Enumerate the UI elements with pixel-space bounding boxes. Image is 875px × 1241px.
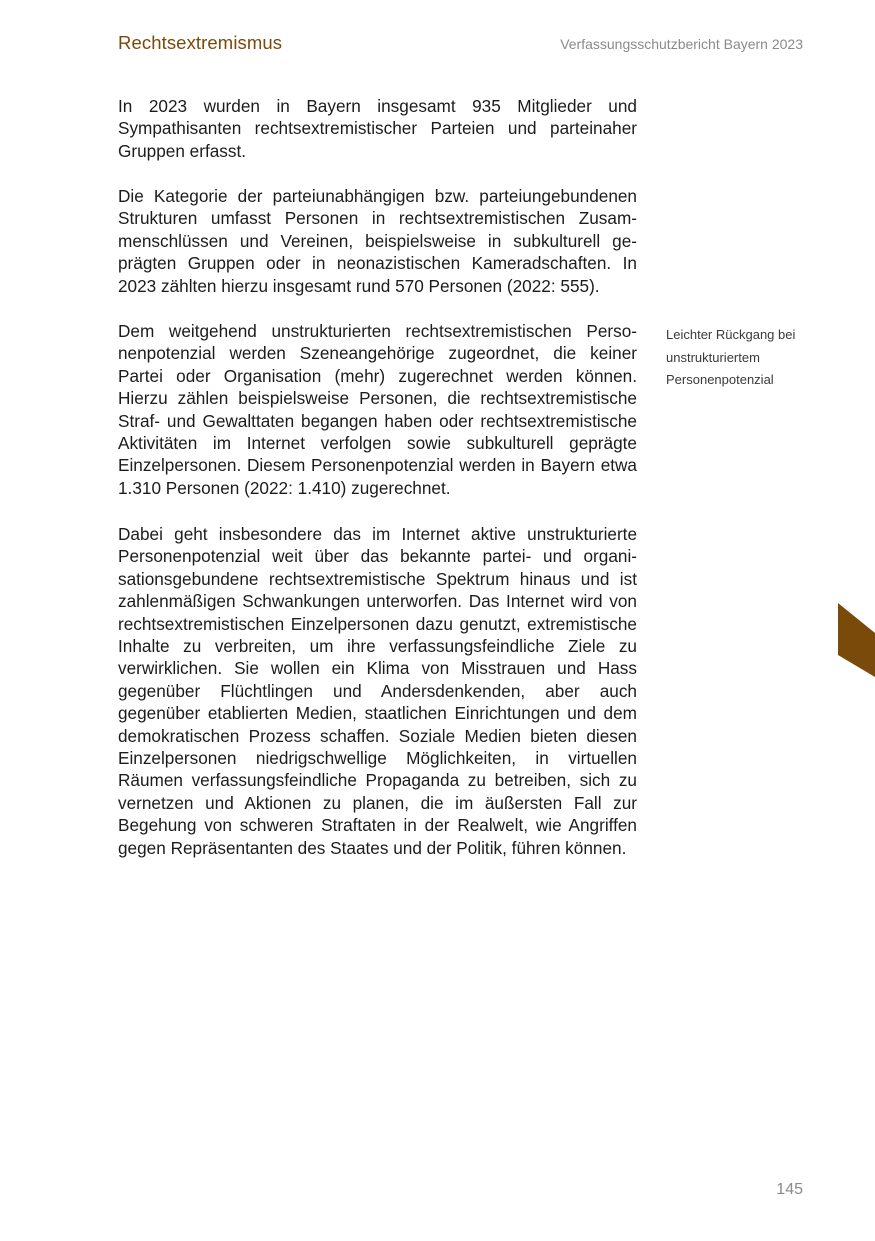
paragraph-4: Dabei geht insbesondere das im Internet aktive unstrukturierte Personenpotenzial weit über das bekannte partei- und organisationsgebundene rechtsextremistische Spektrum hinaus und ist zahlenmäßigen Schwankungen unterworfen. Das Internet wird von rechtsextremistischen Einzelpersonen dazu genutzt, extremistische Inhalte zu verbreiten, um ihre verfassungsfeindliche Ziele zu verwirklichen. Sie wollen ein Klima von Misstrauen und Hass gegenüber Flüchtlingen und Andersdenkenden, aber auch gegenüber etablierten Medien, staatlichen Einrichtungen und dem demokratischen Prozess schaffen. Soziale Medien bieten diesen Einzelpersonen niedrigschwellige Möglichkeiten, in virtuellen Räumen verfassungsfeindliche Propaganda zu betreiben, sich zu vernetzen und Aktionen zu planen, die im äußersten Fall zur Begehung von schweren Straftaten in der Realwelt, wie Angriffen gegen Repräsentanten des Staates und der Politik, führen können. (118, 524, 637, 858)
paragraph-3: Dem weitgehend unstrukturierten rechtsextremistischen Personenpotenzial werden Szeneangehörige zugeordnet, die keiner Partei oder Organisation (mehr) zugerechnet werden können. Hierzu zählen beispielsweise Personen, die rechtsextremistische Straf- und Gewalttaten begangen haben oder rechtsextremistische Aktivitäten im Internet verfolgen sowie subkulturell geprägte Einzelpersonen. Diesem Personenpotenzial werden in Bayern etwa 1.310 Personen (2022: 1.410) zugerechnet. (118, 321, 637, 498)
margin-note: Leichter Rückgang bei unstrukturiertem Personenpotenzial (666, 327, 796, 387)
page-number: 145 (776, 1181, 803, 1198)
report-title: Verfassungsschutzbericht Bayern 2023 (560, 36, 803, 52)
paragraph-1: In 2023 wurden in Bayern insgesamt 935 Mitglieder und Sympathisanten rechtsextremistischer Parteien und parteinaher Gruppen erfasst. (118, 96, 637, 161)
paragraph-2: Die Kategorie der parteiunabhängigen bzw. parteiungebundenen Strukturen umfasst Personen in rechtsextremistischen Zusammenschlüssen und Vereinen, beispielsweise in subkulturell geprägten Gruppen oder in neonazistischen Kameradschaften. In 2023 zählten hierzu insgesamt rund 570 Personen (2022: 555). (118, 186, 637, 296)
chapter-tab-marker (838, 603, 875, 677)
section-title: Rechtsextremismus (118, 32, 283, 53)
